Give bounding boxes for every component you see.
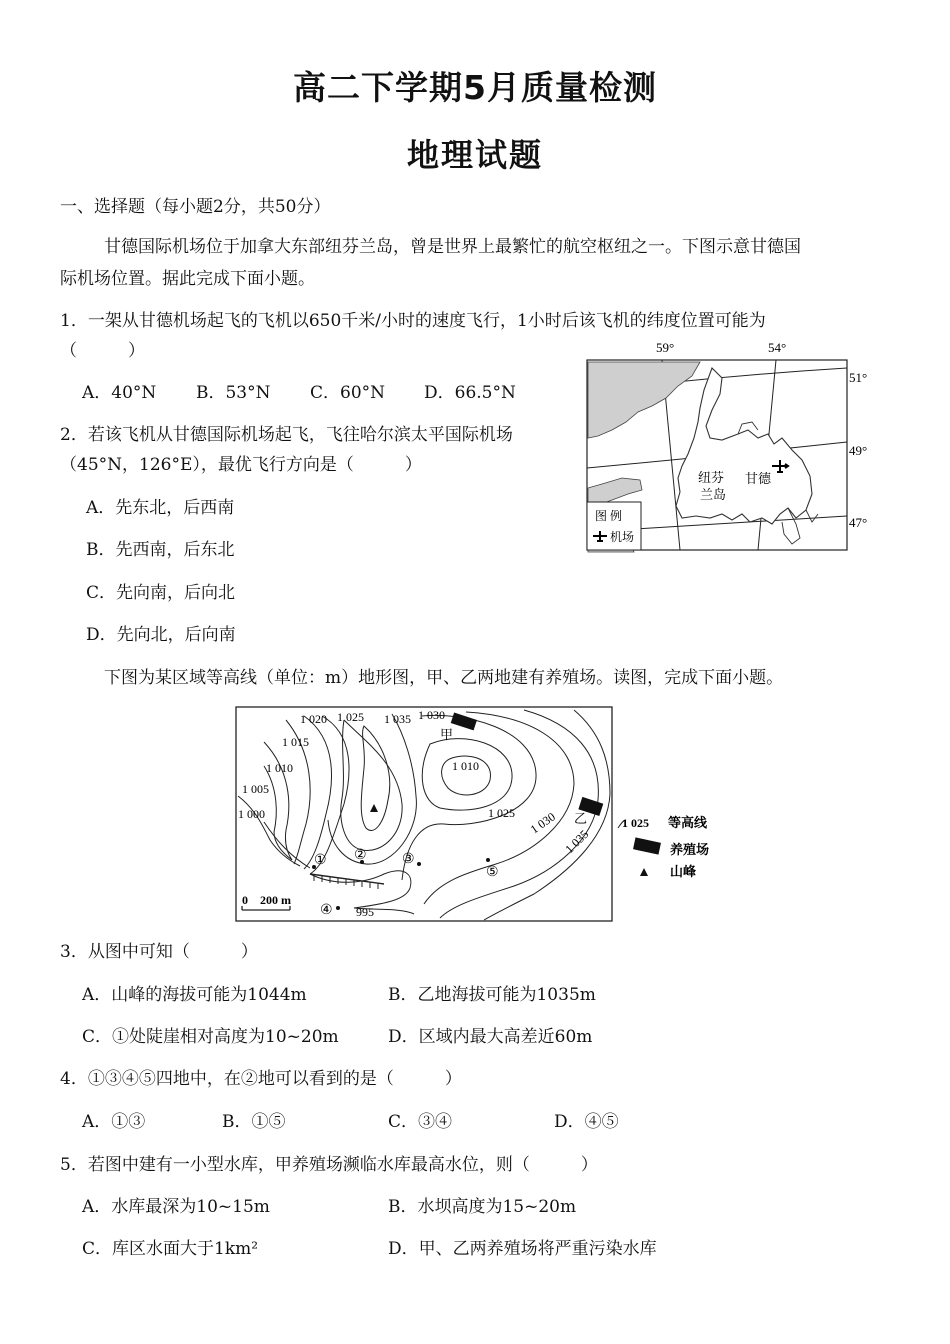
lon-label-54: 54° bbox=[768, 340, 787, 355]
lon-label-59: 59° bbox=[656, 340, 675, 355]
q4-stem: 4．①③④⑤四地中，在②地可以看到的是（ ） bbox=[60, 1069, 462, 1089]
q3-option-a[interactable]: A．山峰的海拔可能为1044m bbox=[82, 985, 307, 1005]
newfoundland-map bbox=[582, 338, 872, 556]
passage1-line2: 际机场位置。据此完成下面小题。 bbox=[60, 269, 315, 289]
contour-label: 1 010 bbox=[452, 759, 479, 773]
contour-label: 1 030 bbox=[418, 708, 445, 722]
q2-option-d[interactable]: D．先向北，后向南 bbox=[86, 625, 236, 645]
q4-option-c[interactable]: C．③④ bbox=[388, 1112, 453, 1132]
q1-option-d[interactable]: D．66.5°N bbox=[424, 383, 516, 403]
legend-title: 图 例 bbox=[595, 509, 623, 523]
contour-label: 1 035 bbox=[384, 712, 411, 726]
legend-airport-label: 机场 bbox=[610, 530, 635, 544]
q1-stem: 1．一架从甘德机场起飞的飞机以650千米/小时的速度飞行，1小时后该飞机的纬度位置可能为 bbox=[60, 311, 766, 331]
lat-label-49: 49° bbox=[849, 443, 868, 458]
q4-option-a[interactable]: A．①③ bbox=[82, 1112, 146, 1132]
section-heading: 一、选择题（每小题2分，共50分） bbox=[60, 197, 331, 217]
q2-stem-2: （45°N，126°E），最优飞行方向是（ ） bbox=[60, 455, 422, 475]
q5-option-b[interactable]: B．水坝高度为15~20m bbox=[388, 1197, 577, 1217]
legend-contour: 等高线 bbox=[668, 815, 708, 830]
point-1: ① bbox=[314, 853, 327, 868]
legend-farm-icon bbox=[633, 837, 661, 854]
scale-label: 0 200 m bbox=[242, 893, 291, 907]
legend-farm: 养殖场 bbox=[670, 842, 710, 857]
q4-option-d[interactable]: D．④⑤ bbox=[554, 1112, 619, 1132]
contour-label: 1 025 bbox=[488, 806, 515, 820]
site-yi-label: 乙 bbox=[574, 811, 588, 826]
q5-option-a[interactable]: A．水库最深为10~15m bbox=[82, 1197, 270, 1217]
q3-option-c[interactable]: C．①处陡崖相对高度为10~20m bbox=[82, 1027, 339, 1047]
contour-label: 1 005 bbox=[242, 782, 269, 796]
q2-option-c[interactable]: C．先向南，后向北 bbox=[86, 583, 236, 603]
contour-label: 1 000 bbox=[238, 807, 265, 821]
point-2: ② bbox=[354, 848, 367, 863]
q5-option-c[interactable]: C．库区水面大于1km² bbox=[82, 1239, 259, 1259]
q2-option-b[interactable]: B．先西南，后东北 bbox=[86, 540, 235, 560]
point-3: ③ bbox=[402, 852, 415, 867]
contour-label: 1 020 bbox=[300, 712, 327, 726]
page-subtitle: 地理试题 bbox=[406, 136, 543, 174]
point-4: ④ bbox=[320, 903, 333, 918]
q5-stem: 5．若图中建有一小型水库，甲养殖场濒临水库最高水位，则（ ） bbox=[60, 1155, 598, 1175]
legend-peak: 山峰 bbox=[670, 864, 697, 879]
lat-label-51: 51° bbox=[849, 370, 868, 385]
point-5: ⑤ bbox=[486, 865, 499, 880]
q4-option-b[interactable]: B．①⑤ bbox=[222, 1112, 286, 1132]
lat-label-47: 47° bbox=[849, 515, 868, 530]
page-title: 高二下学期5月质量检测 bbox=[293, 68, 657, 107]
q1-stem-blank: （ ） bbox=[60, 341, 145, 361]
contour-label: 1 035 bbox=[562, 827, 592, 857]
q1-option-c[interactable]: C．60°N bbox=[310, 383, 386, 403]
passage2: 下图为某区域等高线（单位：m）地形图，甲、乙两地建有养殖场。读图，完成下面小题。 bbox=[104, 668, 784, 688]
contour-label: 1 025 bbox=[337, 710, 364, 724]
passage1-line1: 甘德国际机场位于加拿大东部纽芬兰岛，曾是世界上最繁忙的航空枢纽之一。下图示意甘德国 bbox=[104, 237, 801, 257]
contour-map bbox=[234, 704, 734, 924]
contour-label: 1 010 bbox=[266, 761, 293, 775]
island-label-2: 兰岛 bbox=[700, 487, 727, 502]
q1-option-a[interactable]: A．40°N bbox=[82, 383, 157, 403]
q1-option-b[interactable]: B．53°N bbox=[196, 383, 271, 403]
legend-peak-icon bbox=[640, 868, 648, 876]
island-label: 纽芬 bbox=[698, 470, 725, 485]
q5-option-d[interactable]: D．甲、乙两养殖场将严重污染水库 bbox=[388, 1239, 657, 1259]
contour-label: 1 015 bbox=[282, 735, 309, 749]
contour-label: 1 030 bbox=[527, 809, 558, 837]
q2-option-a[interactable]: A．先东北，后西南 bbox=[86, 498, 235, 518]
airport-label: 甘德 bbox=[745, 471, 772, 486]
q2-stem: 2．若该飞机从甘德国际机场起飞，飞往哈尔滨太平国际机场 bbox=[60, 425, 513, 445]
q3-option-b[interactable]: B．乙地海拔可能为1035m bbox=[388, 985, 596, 1005]
q3-stem: 3．从图中可知（ ） bbox=[60, 942, 258, 962]
site-jia-label: 甲 bbox=[440, 727, 454, 742]
legend-contour-value: 1 025 bbox=[622, 816, 649, 830]
contour-label: 995 bbox=[356, 905, 374, 919]
q3-option-d[interactable]: D．区域内最大高差近60m bbox=[388, 1027, 593, 1047]
